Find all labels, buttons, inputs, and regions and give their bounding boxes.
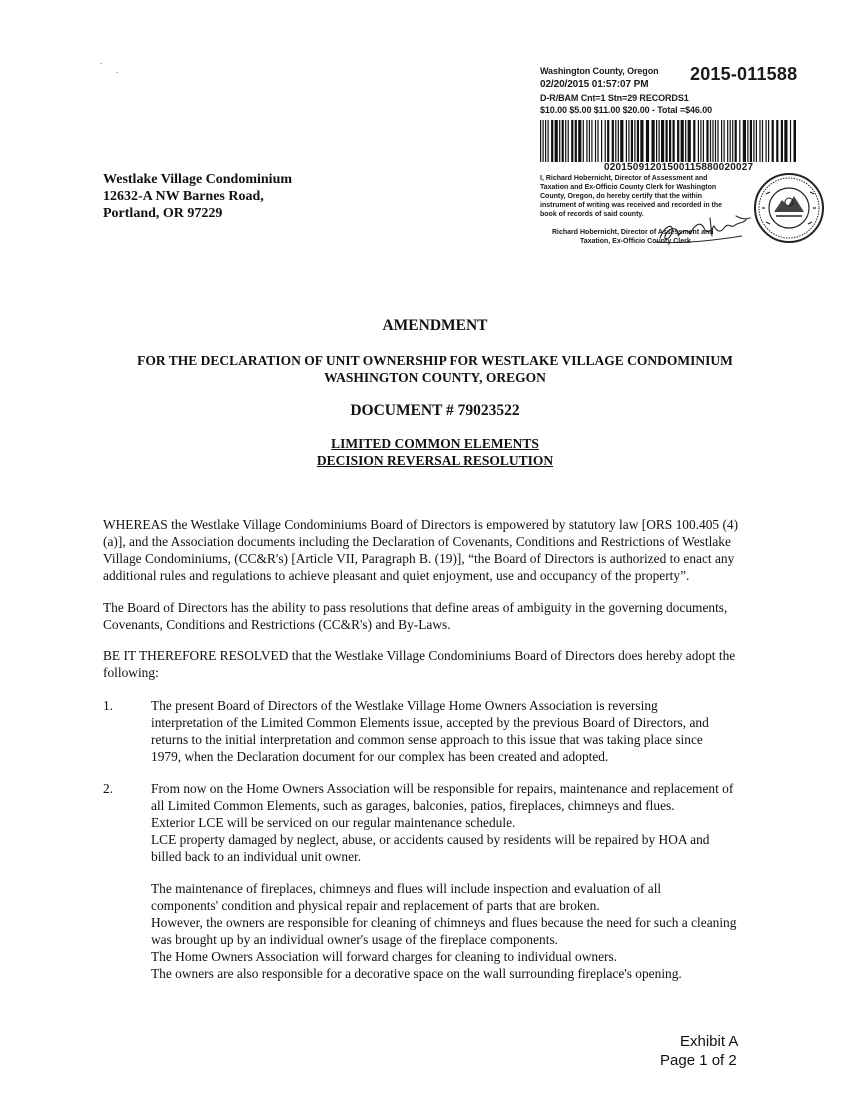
barcode-bar — [618, 120, 619, 162]
barcode-bar — [790, 120, 791, 162]
text-line: The present Board of Directors of the Westlake Village Home Owners Association is reversing — [151, 698, 658, 713]
barcode-bar — [681, 120, 684, 162]
item-number: 1. — [103, 698, 114, 713]
barcode-bar — [693, 120, 695, 162]
barcode-bar — [666, 120, 668, 162]
barcode-bar — [669, 120, 671, 162]
certification-line: book of records of said county. — [540, 211, 644, 218]
barcode-bar — [545, 120, 546, 162]
document-title: AMENDMENT — [382, 317, 488, 334]
page-number: Page 1 of 2 — [660, 1052, 737, 1069]
text-line: additional rules and regulations to achieve pleasant and quiet enjoyment, use and occupancy of the property”. — [103, 568, 690, 583]
barcode-bar — [568, 120, 569, 162]
address-line: Westlake Village Condominium — [103, 172, 293, 187]
barcode-bar — [703, 120, 704, 162]
barcode-bar — [724, 120, 725, 162]
certification-line: Taxation and Ex-Officio County Clerk for Washington — [540, 184, 717, 191]
barcode-bar — [688, 120, 691, 162]
barcode-bar — [766, 120, 767, 162]
barcode-bar — [595, 120, 596, 162]
barcode-bar — [739, 120, 740, 162]
barcode-bar — [781, 120, 783, 162]
barcode-bar — [732, 120, 733, 162]
barcode-bar — [591, 120, 592, 162]
certification-line: County, Oregon, do hereby certify that the within — [540, 193, 703, 200]
barcode-bar — [784, 120, 787, 162]
barcode-bar — [586, 120, 587, 162]
barcode-bar — [721, 120, 722, 162]
signer-line: Richard Hobernicht, Director of Assessment and — [552, 229, 714, 236]
barcode-bar — [601, 120, 602, 162]
barcode-bar — [698, 120, 699, 162]
document-subtitle: WASHINGTON COUNTY, OREGON — [324, 370, 546, 385]
barcode-bar — [559, 120, 560, 162]
barcode-bar — [578, 120, 581, 162]
document-number-heading: DOCUMENT # 79023522 — [350, 402, 520, 419]
barcode-bar — [652, 120, 655, 162]
barcode-bar — [626, 120, 627, 162]
barcode-bar — [762, 120, 763, 162]
certification-line: I, Richard Hobernicht, Director of Assessment and — [540, 175, 708, 182]
barcode-bar — [571, 120, 573, 162]
barcode-bar — [597, 120, 598, 162]
barcode-bar — [612, 120, 614, 162]
barcode-bar — [735, 120, 737, 162]
resolution-heading: DECISION REVERSAL RESOLUTION — [316, 453, 554, 468]
barcode-bar — [605, 120, 606, 162]
signer-line: Taxation, Ex-Officio County Clerk — [580, 238, 691, 245]
barcode-bar — [794, 120, 797, 162]
recording-document-number: 2015-011588 — [690, 64, 798, 84]
text-line: (a)], and the Association documents including the Declaration of Covenants, Conditions and Restrictions of Westlake — [103, 534, 731, 549]
barcode — [540, 120, 796, 162]
barcode-bar — [712, 120, 713, 162]
text-line: all Limited Common Elements, such as garages, balconies, patios, fireplaces, chimneys and flues. — [151, 798, 675, 813]
text-line: From now on the Home Owners Association will be responsible for repairs, maintenance and replacement of — [151, 781, 734, 796]
document-subtitle: FOR THE DECLARATION OF UNIT OWNERSHIP FOR WESTLAKE VILLAGE CONDOMINIUM — [137, 353, 733, 368]
text-line: interpretation of the Limited Common Elements issue, accepted by the previous Board of Directors, and — [151, 715, 709, 730]
barcode-bar — [540, 120, 541, 162]
barcode-bar — [677, 120, 679, 162]
resolution-heading: LIMITED COMMON ELEMENTS — [331, 436, 539, 451]
barcode-bar — [717, 120, 718, 162]
barcode-bar — [548, 120, 549, 162]
barcode-bar — [656, 120, 657, 162]
barcode-bar — [640, 120, 643, 162]
text-line: BE IT THEREFORE RESOLVED that the Westlake Village Condominiums Board of Directors does hereby adopt the — [103, 648, 736, 663]
text-line: billed back to an individual unit owner. — [151, 849, 362, 864]
barcode-bar — [700, 120, 701, 162]
text-line: The Home Owners Association will forward charges for cleaning to individual owners. — [151, 949, 618, 964]
barcode-bar — [706, 120, 708, 162]
barcode-bar — [756, 120, 757, 162]
text-line: 1979, when the Declaration document for our complex has been created and adopted. — [151, 749, 609, 764]
address-line: 12632-A NW Barnes Road, — [103, 189, 264, 204]
text-line: components' condition and physical repair and replacement of parts that are broken. — [151, 898, 600, 913]
county-line: Washington County, Oregon — [540, 66, 659, 76]
text-line: LCE property damaged by neglect, abuse, or accidents caused by residents will be repaired by HOA and — [151, 832, 710, 847]
barcode-bar — [750, 120, 752, 162]
barcode-bar — [555, 120, 558, 162]
barcode-bar — [776, 120, 778, 162]
text-line: The Board of Directors has the ability to pass resolutions that define areas of ambiguity in the governing documents, — [103, 600, 728, 615]
text-line: Exterior LCE will be serviced on our regular maintenance schedule. — [151, 815, 516, 830]
text-line: WHEREAS the Westlake Village Condominiums Board of Directors is empowered by statutory law [ORS 100.405 (4) — [103, 517, 739, 532]
barcode-bar — [637, 120, 639, 162]
barcode-bar — [753, 120, 754, 162]
barcode-bar — [730, 120, 731, 162]
recording-fees-line: $10.00 $5.00 $11.00 $20.00 - Total =$46.00 — [540, 105, 713, 115]
barcode-bar — [631, 120, 633, 162]
barcode-bar — [727, 120, 728, 162]
barcode-bar — [565, 120, 566, 162]
text-line: However, the owners are responsible for cleaning of chimneys and flues because the need for such a cleaning — [151, 915, 737, 930]
barcode-bar — [710, 120, 711, 162]
barcode-bar — [634, 120, 635, 162]
recording-code-line: D-R/BAM Cnt=1 Stn=29 RECORDS1 — [540, 93, 689, 103]
address-line: Portland, OR 97229 — [103, 206, 223, 221]
scan-speck — [100, 63, 102, 64]
barcode-bar — [646, 120, 649, 162]
barcode-bar — [543, 120, 544, 162]
barcode-digits: 02015091201500115880020027 — [604, 162, 754, 173]
exhibit-label: Exhibit A — [680, 1033, 739, 1050]
datetime-line: 02/20/2015 01:57:07 PM — [540, 79, 649, 90]
barcode-bar — [551, 120, 553, 162]
barcode-bar — [772, 120, 774, 162]
barcode-bar — [615, 120, 616, 162]
text-line: was brought up by an individual owner's usage of the fireplace components. — [151, 932, 559, 947]
barcode-bar — [743, 120, 746, 162]
county-seal-icon — [752, 172, 826, 244]
barcode-bar — [628, 120, 629, 162]
text-line: returns to the initial interpretation and common sense approach to this issue that was taking place since — [151, 732, 703, 747]
barcode-bar — [562, 120, 564, 162]
barcode-bar — [715, 120, 716, 162]
text-line: The owners are also responsible for a decorative space on the wall surrounding fireplace's opening. — [151, 966, 682, 981]
scan-speck — [116, 72, 118, 73]
certification-line: instrument of writing was received and recorded in the — [540, 202, 723, 209]
barcode-bar — [620, 120, 623, 162]
barcode-bar — [759, 120, 760, 162]
barcode-bar — [768, 120, 769, 162]
barcode-bar — [673, 120, 675, 162]
text-line: following: — [103, 665, 159, 680]
item-number: 2. — [103, 781, 114, 796]
barcode-bar — [607, 120, 609, 162]
text-line: Village Condominiums, (CC&R's) [Article VII, Paragraph B. (19)], “the Board of Directors is authorized to enact any — [103, 551, 735, 566]
barcode-bar — [583, 120, 584, 162]
text-line: Covenants, Conditions and Restrictions (CC&R's) and By-Laws. — [103, 617, 451, 632]
text-line: The maintenance of fireplaces, chimneys and flues will include inspection and evaluation of all — [151, 881, 662, 896]
barcode-bar — [659, 120, 660, 162]
barcode-bar — [685, 120, 686, 162]
barcode-bar — [747, 120, 748, 162]
barcode-bar — [589, 120, 590, 162]
barcode-bar — [575, 120, 577, 162]
barcode-bar — [661, 120, 664, 162]
